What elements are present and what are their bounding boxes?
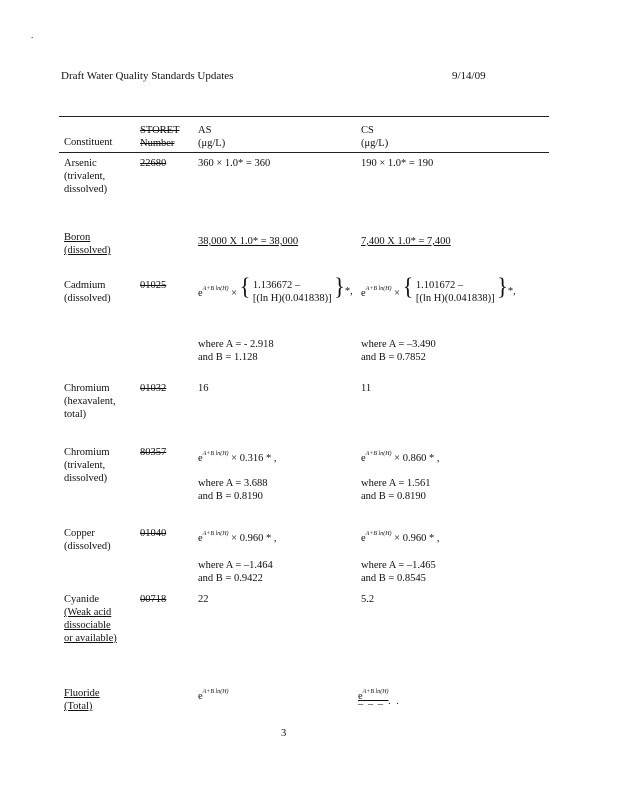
row-chromium-tri-as-where-2: and B = 0.8190 [198,491,263,502]
row-cyanide-name-3: dissociable [64,620,111,631]
row-copper-as-formula: $e^{A+B ln(H)} \times 0.960$ * , [198,531,277,544]
row-boron-name-1: Boron [64,232,91,243]
table-top-rule [59,116,549,117]
row-boron-cs: 7,400 X 1.0* = 7,400 [361,236,451,247]
row-chromium-tri-name-2: (trivalent, [64,460,106,471]
row-cyanide-as: 22 [198,594,209,605]
row-fluoride-name-2: (Total) [64,701,93,712]
row-arsenic-name-1: Arsenic [64,158,97,169]
row-chromium-hex-storet: 01032 [140,383,167,394]
col-header-constituent: Constituent [64,137,113,148]
col-header-as-2: (μg/L) [198,138,226,149]
row-cadmium-name-1: Cadmium [64,280,106,291]
row-cadmium-cs-factor-1: 1.101672 – [415,279,464,291]
row-copper-cs-factor: × 0.960 * , [394,533,440,544]
col-header-as-1: AS [198,125,212,136]
row-cyanide-storet: 00718 [140,594,167,605]
row-cadmium-as-where-2: and B = 1.128 [198,352,258,363]
row-cadmium-cs-formula: $e^{A+B ln(H)}$ × { 1.101672 – [(ln H)(0.041838)] }*, [361,272,516,304]
document-date: 9/14/09 [452,70,486,82]
row-copper-cs-where-2: and B = 0.8545 [361,573,426,584]
row-chromium-hex-name-1: Chromium [64,383,110,394]
row-copper-as-where-1: where A = –1.464 [198,560,273,571]
row-chromium-tri-name-1: Chromium [64,447,110,458]
row-cadmium-as-factor-1: 1.136672 – [252,279,301,291]
row-cadmium-storet: 01025 [140,280,167,291]
row-copper-storet: 01040 [140,528,167,539]
row-copper-as-exponent: A+B ln(H) [202,531,229,537]
row-chromium-tri-storet: 80357 [140,447,167,458]
row-chromium-tri-name-3: dissolved) [64,473,108,484]
row-cadmium-cs-star: *, [507,286,516,297]
row-chromium-hex-cs: 11 [361,383,372,394]
page-number: 3 [281,728,287,739]
row-chromium-tri-cs-factor: × 0.860 * , [394,453,440,464]
row-chromium-tri-cs-where-2: and B = 0.8190 [361,491,426,502]
open-brace: { [239,272,251,301]
row-copper-as-where-2: and B = 0.9422 [198,573,263,584]
row-cadmium-as-where-1: where A = - 2.918 [198,339,274,350]
row-cadmium-as-formula: $e^{A+B ln(H)}$ × { 1.136672 – [(ln H)(0.041838)] }*, [198,272,353,304]
close-brace: } [497,272,508,301]
row-chromium-tri-cs-formula: $e^{A+B ln(H)} \times 0.860$ * , [361,451,440,464]
row-arsenic-name-3: dissolved) [64,184,108,195]
row-copper-cs-formula: $e^{A+B ln(H)} \times 0.960$ * , [361,531,440,544]
row-chromium-tri-as-exponent: A+B ln(H) [202,451,229,457]
row-fluoride-as-exponent: A+B ln(H) [202,689,229,695]
row-chromium-tri-cs-exponent: A+B ln(H) [365,451,392,457]
row-cadmium-cs-where-2: and B = 0.7852 [361,352,426,363]
row-fluoride-cs-tail: – – – · · [358,699,401,710]
row-chromium-tri-cs-where-1: where A = 1.561 [361,478,431,489]
row-cyanide-cs: 5.2 [361,594,375,605]
row-chromium-hex-as: 16 [198,383,209,394]
document-title: Draft Water Quality Standards Updates [61,70,234,82]
row-boron-name-2: (dissolved) [64,245,111,256]
row-cyanide-name-2: (Weak acid [64,607,112,618]
row-arsenic-name-2: (trivalent, [64,171,106,182]
row-cyanide-name-4: or available) [64,633,117,644]
col-header-storet-2: Number [140,138,175,149]
col-header-storet-1: STORET [140,125,180,136]
row-copper-name-2: (dissolved) [64,541,111,552]
row-fluoride-name-1: Fluoride [64,688,100,699]
row-chromium-tri-as-factor: × 0.316 * , [231,453,277,464]
row-copper-cs-exponent: A+B ln(H) [365,531,392,537]
row-arsenic-as: 360 × 1.0* = 360 [198,158,271,169]
row-chromium-hex-name-2: (hexavalent, [64,396,116,407]
row-arsenic-cs: 190 × 1.0* = 190 [361,158,434,169]
open-brace: { [402,272,414,301]
row-chromium-hex-name-3: total) [64,409,87,420]
row-copper-name-1: Copper [64,528,95,539]
row-cadmium-cs-exponent: A+B ln(H) [365,286,392,293]
row-copper-cs-where-1: where A = –1.465 [361,560,436,571]
row-boron-as: 38,000 X 1.0* = 38,000 [198,236,299,247]
row-cadmium-cs-where-1: where A = –3.490 [361,339,436,350]
table-header-rule [59,152,549,153]
close-brace: } [334,272,345,301]
corner-mark: . [31,30,34,40]
row-cadmium-as-factor-2: [(ln H)(0.041838)] [252,292,332,304]
row-fluoride-as-formula: $e^{A+B ln(H)}$ [198,689,229,702]
row-cadmium-cs-factor-2: [(ln H)(0.041838)] [415,292,495,304]
row-fluoride-cs-formula: $e^{A+B ln(H)}$ [358,689,389,702]
row-cadmium-as-star: *, [344,286,353,297]
col-header-cs-1: CS [361,125,374,136]
row-chromium-tri-as-where-1: where A = 3.688 [198,478,268,489]
row-copper-as-factor: × 0.960 * , [231,533,277,544]
row-cadmium-name-2: (dissolved) [64,293,111,304]
row-cyanide-name-1: Cyanide [64,594,99,605]
row-arsenic-storet: 22680 [140,158,167,169]
row-cadmium-as-exponent: A+B ln(H) [202,286,229,293]
row-fluoride-cs-exponent: A+B ln(H) [362,689,389,695]
row-chromium-tri-as-formula: $e^{A+B ln(H)} \times 0.316$ * , [198,451,277,464]
col-header-cs-2: (μg/L) [361,138,389,149]
